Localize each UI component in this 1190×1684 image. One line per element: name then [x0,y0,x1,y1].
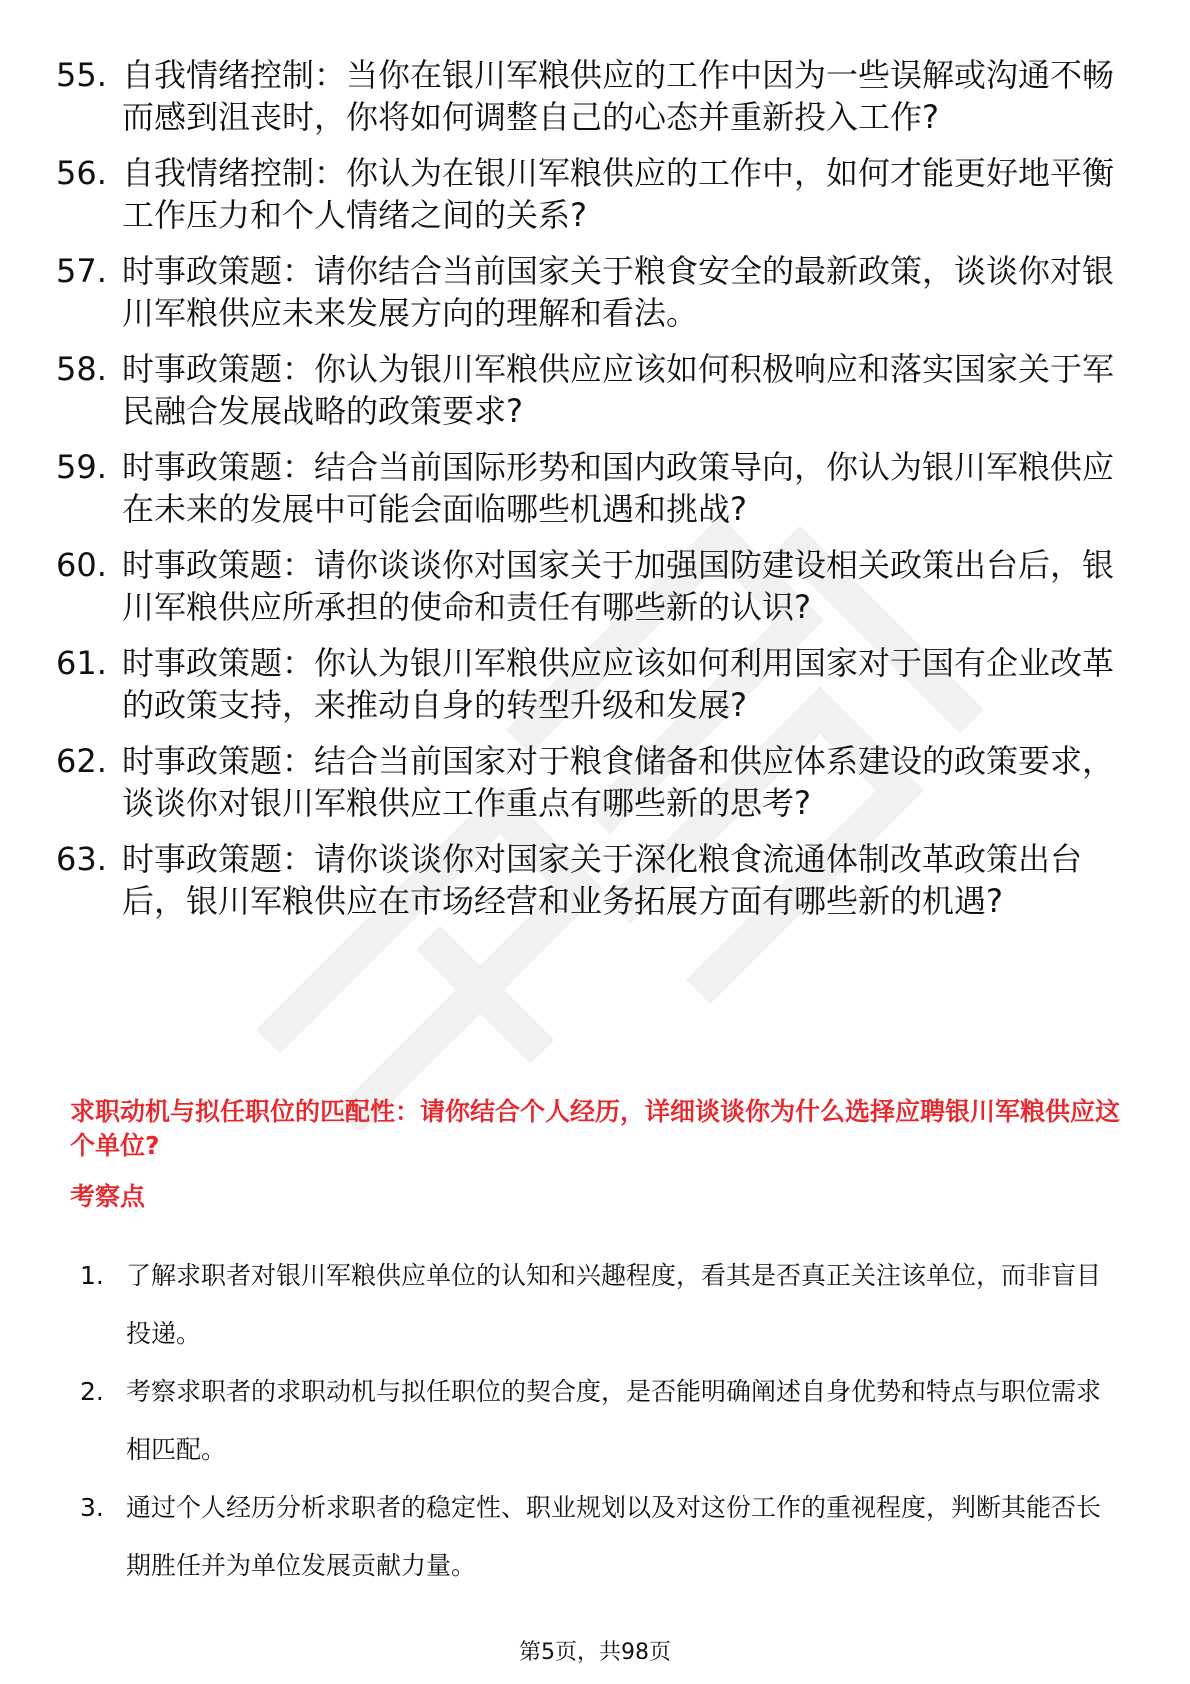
question-number: 59. [56,448,107,486]
assessment-point [80,1479,1120,1595]
point-text: 了解求职者对银川军粮供应单位的认知和兴趣程度，看其是否真正关注该单位，而非盲目投递。 [126,1261,1102,1348]
point-number: 1. [80,1261,104,1290]
question-item [56,152,1116,236]
assessment-points-list [80,1247,1120,1595]
question-item [56,740,1116,824]
question-number: 55. [56,56,107,94]
point-number: 3. [80,1493,104,1522]
question-item [56,446,1116,530]
question-item [56,54,1116,138]
question-text: 自我情绪控制：你认为在银川军粮供应的工作中，如何才能更好地平衡工作压力和个人情绪之间的关系? [122,154,1115,234]
question-item [56,838,1116,922]
question-item [56,250,1116,334]
point-text: 考察求职者的求职动机与拟任职位的契合度，是否能明确阐述自身优势和特点与职位需求相匹配。 [126,1377,1102,1464]
question-number: 58. [56,350,107,388]
question-number: 57. [56,252,107,290]
question-item [56,348,1116,432]
section-subheading: 考察点 [70,1182,146,1211]
question-text: 时事政策题：结合当前国际形势和国内政策导向，你认为银川军粮供应在未来的发展中可能会面临哪些机遇和挑战? [122,448,1115,528]
question-text: 时事政策题：请你结合当前国家关于粮食安全的最新政策，谈谈你对银川军粮供应未来发展方向的理解和看法。 [122,252,1115,332]
question-text: 时事政策题：结合当前国家对于粮食储备和供应体系建设的政策要求，谈谈你对银川军粮供应工作重点有哪些新的思考? [122,742,1115,822]
question-number: 61. [56,644,107,682]
question-number: 60. [56,546,107,584]
assessment-point [80,1247,1120,1363]
question-item [56,642,1116,726]
section-heading: 求职动机与拟任职位的匹配性：请你结合个人经历，详细谈谈你为什么选择应聘银川军粮供应这个单位? [70,1097,1121,1160]
question-number: 63. [56,840,107,878]
question-number: 62. [56,742,107,780]
question-text: 时事政策题：你认为银川军粮供应应该如何积极响应和落实国家关于军民融合发展战略的政策要求? [122,350,1115,430]
point-number: 2. [80,1377,104,1406]
question-text: 时事政策题：请你谈谈你对国家关于深化粮食流通体制改革政策出台后，银川军粮供应在市场经营和业务拓展方面有哪些新的机遇? [122,840,1083,920]
point-text: 通过个人经历分析求职者的稳定性、职业规划以及对这份工作的重视程度，判断其能否长期胜任并为单位发展贡献力量。 [126,1493,1102,1580]
question-text: 时事政策题：请你谈谈你对国家关于加强国防建设相关政策出台后，银川军粮供应所承担的使命和责任有哪些新的认识? [122,546,1115,626]
question-number: 56. [56,154,107,192]
assessment-point [80,1363,1120,1479]
question-list [56,54,1116,936]
question-text: 时事政策题：你认为银川军粮供应应该如何利用国家对于国有企业改革的政策支持，来推动自身的转型升级和发展? [122,644,1115,724]
question-item [56,544,1116,628]
question-text: 自我情绪控制：当你在银川军粮供应的工作中因为一些误解或沟通不畅而感到沮丧时，你将如何调整自己的心态并重新投入工作? [122,56,1115,136]
page-footer: 第5页，共98页 [519,1640,671,1665]
